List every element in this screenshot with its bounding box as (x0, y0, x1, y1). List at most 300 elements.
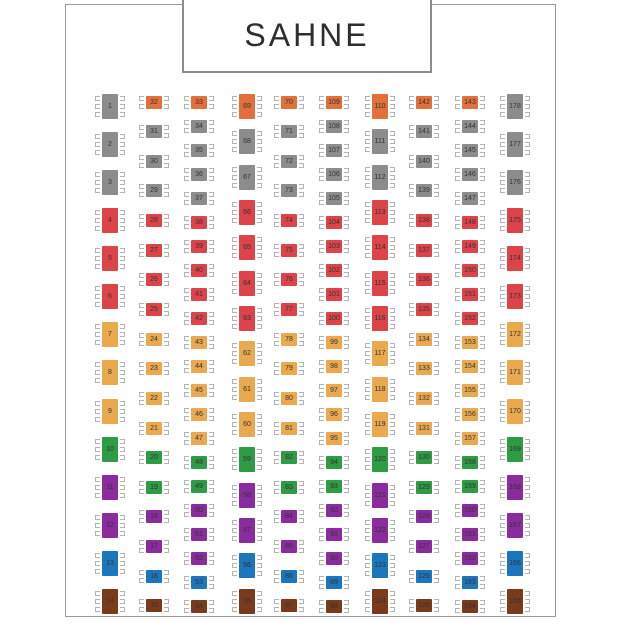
table-105[interactable]: 105 (326, 192, 342, 205)
table-83[interactable]: 83 (281, 481, 297, 494)
table-91[interactable]: 91 (326, 528, 342, 541)
table-139[interactable]: 139 (416, 184, 432, 197)
table-125[interactable]: 125 (416, 599, 432, 612)
table-65[interactable]: 65 (239, 235, 255, 260)
chair-icon (390, 289, 395, 294)
table-94[interactable]: 94 (326, 456, 342, 469)
table-156[interactable]: 156 (462, 408, 478, 421)
chair-icon (344, 296, 349, 301)
table-row (319, 454, 349, 470)
table-row (184, 526, 214, 542)
table-33[interactable]: 33 (191, 96, 207, 109)
table-71[interactable]: 71 (281, 125, 297, 138)
chair-icon (434, 459, 439, 464)
table-145[interactable]: 145 (462, 144, 478, 157)
chair-icon (455, 608, 460, 613)
table-15[interactable]: 15 (146, 599, 162, 612)
table-70[interactable]: 70 (281, 96, 297, 109)
chair-icon (299, 548, 304, 553)
table-128[interactable]: 128 (416, 510, 432, 523)
table-14[interactable]: 14 (102, 589, 118, 614)
table-79[interactable]: 79 (281, 362, 297, 375)
seat-stack (274, 183, 279, 199)
table-17[interactable]: 17 (146, 540, 162, 553)
table-57[interactable]: 57 (239, 518, 255, 543)
table-131[interactable]: 131 (416, 422, 432, 435)
table-row (184, 406, 214, 422)
table-173[interactable]: 173 (507, 284, 523, 309)
table-25[interactable]: 25 (146, 303, 162, 316)
table-111[interactable]: 111 (372, 129, 388, 154)
table-45[interactable]: 45 (191, 384, 207, 397)
seat-stack (257, 342, 262, 366)
chair-icon (500, 439, 505, 444)
seat-stack (232, 554, 237, 578)
table-87[interactable]: 87 (281, 599, 297, 612)
table-41[interactable]: 41 (191, 288, 207, 301)
seat-stack (209, 526, 214, 542)
chair-icon (120, 286, 125, 291)
seat-stack (95, 323, 100, 347)
table-3[interactable]: 3 (102, 170, 118, 195)
seat-stack (257, 413, 262, 437)
table-160[interactable]: 160 (462, 504, 478, 517)
table-18[interactable]: 18 (146, 510, 162, 523)
chair-icon (95, 362, 100, 367)
chair-icon (390, 555, 395, 560)
table-153[interactable]: 153 (462, 336, 478, 349)
table-55[interactable]: 55 (239, 589, 255, 614)
table-64[interactable]: 64 (239, 271, 255, 296)
table-138[interactable]: 138 (416, 214, 432, 227)
table-78[interactable]: 78 (281, 333, 297, 346)
table-130[interactable]: 130 (416, 451, 432, 464)
table-164[interactable]: 164 (462, 600, 478, 613)
seat-stack (480, 166, 485, 182)
table-166[interactable]: 166 (507, 551, 523, 576)
chair-icon (164, 400, 169, 405)
seat-stack (120, 475, 125, 499)
chair-icon (299, 311, 304, 316)
table-row (455, 118, 485, 134)
table-7[interactable]: 7 (102, 322, 118, 347)
seat-stack (455, 382, 460, 398)
table-row (319, 94, 349, 110)
table-119[interactable]: 119 (372, 412, 388, 437)
table-96[interactable]: 96 (326, 408, 342, 421)
table-50[interactable]: 50 (191, 504, 207, 517)
table-75[interactable]: 75 (281, 244, 297, 257)
chair-icon (120, 455, 125, 460)
table-150[interactable]: 150 (462, 264, 478, 277)
table-46[interactable]: 46 (191, 408, 207, 421)
chair-icon (434, 214, 439, 219)
seat-stack (344, 286, 349, 302)
seat-stack (390, 236, 395, 260)
seat-stack (139, 183, 144, 199)
chair-icon (139, 570, 144, 575)
table-117[interactable]: 117 (372, 341, 388, 366)
table-124[interactable]: 124 (372, 589, 388, 614)
seat-stack (232, 483, 237, 507)
table-95[interactable]: 95 (326, 432, 342, 445)
table-175[interactable]: 175 (507, 208, 523, 233)
table-36[interactable]: 36 (191, 168, 207, 181)
seat-stack (274, 242, 279, 258)
table-165[interactable]: 165 (507, 589, 523, 614)
table-66[interactable]: 66 (239, 200, 255, 225)
table-93[interactable]: 93 (326, 480, 342, 493)
table-146[interactable]: 146 (462, 168, 478, 181)
table-143[interactable]: 143 (462, 96, 478, 109)
table-16[interactable]: 16 (146, 570, 162, 583)
table-110[interactable]: 110 (372, 94, 388, 119)
table-144[interactable]: 144 (462, 120, 478, 133)
table-113[interactable]: 113 (372, 200, 388, 225)
table-99[interactable]: 99 (326, 336, 342, 349)
table-103[interactable]: 103 (326, 240, 342, 253)
table-row (455, 382, 485, 398)
chair-icon (500, 264, 505, 269)
table-80[interactable]: 80 (281, 392, 297, 405)
table-149[interactable]: 149 (462, 240, 478, 253)
table-4[interactable]: 4 (102, 208, 118, 233)
table-167[interactable]: 167 (507, 513, 523, 538)
chair-icon (409, 422, 414, 427)
chair-icon (434, 125, 439, 130)
chair-icon (455, 312, 460, 317)
chair-icon (500, 294, 505, 299)
table-44[interactable]: 44 (191, 360, 207, 373)
chair-icon (500, 409, 505, 414)
table-152[interactable]: 152 (462, 312, 478, 325)
chair-icon (257, 289, 262, 294)
table-35[interactable]: 35 (191, 144, 207, 157)
table-106[interactable]: 106 (326, 168, 342, 181)
table-76[interactable]: 76 (281, 273, 297, 286)
chair-icon (120, 188, 125, 193)
table-42[interactable]: 42 (191, 312, 207, 325)
seat-stack (434, 509, 439, 525)
table-148[interactable]: 148 (462, 216, 478, 229)
chair-icon (164, 244, 169, 249)
table-72[interactable]: 72 (281, 155, 297, 168)
seat-stack (257, 201, 262, 225)
table-140[interactable]: 140 (416, 155, 432, 168)
table-row (409, 598, 439, 614)
seat-stack (274, 94, 279, 110)
table-23[interactable]: 23 (146, 362, 162, 375)
chair-icon (164, 422, 169, 427)
table-26[interactable]: 26 (146, 273, 162, 286)
seat-stack (319, 478, 324, 494)
chair-icon (365, 359, 370, 364)
seat-stack (257, 165, 262, 189)
seat-stack (434, 420, 439, 436)
chair-icon (319, 584, 324, 589)
chair-icon (209, 560, 214, 565)
table-73[interactable]: 73 (281, 184, 297, 197)
table-108[interactable]: 108 (326, 120, 342, 133)
table-19[interactable]: 19 (146, 481, 162, 494)
table-6[interactable]: 6 (102, 284, 118, 309)
table-60[interactable]: 60 (239, 412, 255, 437)
table-132[interactable]: 132 (416, 392, 432, 405)
table-11[interactable]: 11 (102, 475, 118, 500)
chair-icon (120, 226, 125, 231)
table-127[interactable]: 127 (416, 540, 432, 553)
table-54[interactable]: 54 (191, 600, 207, 613)
table-98[interactable]: 98 (326, 360, 342, 373)
table-20[interactable]: 20 (146, 451, 162, 464)
seat-stack (525, 513, 530, 537)
table-136[interactable]: 136 (416, 273, 432, 286)
seat-stack (480, 358, 485, 374)
table-151[interactable]: 151 (462, 288, 478, 301)
table-56[interactable]: 56 (239, 553, 255, 578)
chair-icon (319, 320, 324, 325)
seat-stack (299, 509, 304, 525)
seat-stack (232, 448, 237, 472)
chair-icon (299, 222, 304, 227)
table-62[interactable]: 62 (239, 341, 255, 366)
table-22[interactable]: 22 (146, 392, 162, 405)
chair-icon (257, 237, 262, 242)
table-84[interactable]: 84 (281, 510, 297, 523)
chair-icon (480, 272, 485, 277)
table-row (319, 502, 349, 518)
table-101[interactable]: 101 (326, 288, 342, 301)
chair-icon (209, 104, 214, 109)
chair-icon (139, 540, 144, 545)
table-141[interactable]: 141 (416, 125, 432, 138)
table-163[interactable]: 163 (462, 576, 478, 589)
table-135[interactable]: 135 (416, 303, 432, 316)
table-48[interactable]: 48 (191, 456, 207, 469)
table-116[interactable]: 116 (372, 306, 388, 331)
table-177[interactable]: 177 (507, 132, 523, 157)
table-row (95, 284, 125, 309)
seat-stack (434, 331, 439, 347)
chair-icon (257, 563, 262, 568)
table-137[interactable]: 137 (416, 244, 432, 257)
table-176[interactable]: 176 (507, 170, 523, 195)
chair-icon (455, 128, 460, 133)
table-142[interactable]: 142 (416, 96, 432, 109)
table-172[interactable]: 172 (507, 322, 523, 347)
table-112[interactable]: 112 (372, 165, 388, 190)
table-89[interactable]: 89 (326, 576, 342, 589)
chair-icon (344, 608, 349, 613)
chair-icon (232, 555, 237, 560)
table-row (95, 132, 125, 157)
table-120[interactable]: 120 (372, 447, 388, 472)
table-row (455, 310, 485, 326)
chair-icon (409, 273, 414, 278)
table-53[interactable]: 53 (191, 576, 207, 589)
table-21[interactable]: 21 (146, 422, 162, 435)
table-157[interactable]: 157 (462, 432, 478, 445)
table-92[interactable]: 92 (326, 504, 342, 517)
table-115[interactable]: 115 (372, 271, 388, 296)
table-32[interactable]: 32 (146, 96, 162, 109)
chair-icon (500, 370, 505, 375)
seat-stack (274, 450, 279, 466)
seat-stack (365, 271, 370, 295)
table-88[interactable]: 88 (326, 600, 342, 613)
seat-stack (390, 130, 395, 154)
table-122[interactable]: 122 (372, 518, 388, 543)
chair-icon (209, 464, 214, 469)
table-85[interactable]: 85 (281, 540, 297, 553)
table-row (365, 553, 395, 578)
table-58[interactable]: 58 (239, 483, 255, 508)
table-10[interactable]: 10 (102, 437, 118, 462)
table-154[interactable]: 154 (462, 360, 478, 373)
seat-stack (139, 539, 144, 555)
table-47[interactable]: 47 (191, 432, 207, 445)
chair-icon (500, 477, 505, 482)
table-104[interactable]: 104 (326, 216, 342, 229)
table-69[interactable]: 69 (239, 94, 255, 119)
chair-icon (164, 392, 169, 397)
table-97[interactable]: 97 (326, 384, 342, 397)
seat-stack (274, 420, 279, 436)
table-8[interactable]: 8 (102, 360, 118, 385)
seat-stack (525, 323, 530, 347)
table-178[interactable]: 178 (507, 94, 523, 119)
seat-stack (500, 133, 505, 157)
table-100[interactable]: 100 (326, 312, 342, 325)
table-51[interactable]: 51 (191, 528, 207, 541)
chair-icon (319, 128, 324, 133)
table-61[interactable]: 61 (239, 377, 255, 402)
table-162[interactable]: 162 (462, 552, 478, 565)
table-159[interactable]: 159 (462, 480, 478, 493)
table-12[interactable]: 12 (102, 513, 118, 538)
chair-icon (344, 120, 349, 125)
table-39[interactable]: 39 (191, 240, 207, 253)
table-40[interactable]: 40 (191, 264, 207, 277)
table-86[interactable]: 86 (281, 570, 297, 583)
table-43[interactable]: 43 (191, 336, 207, 349)
table-34[interactable]: 34 (191, 120, 207, 133)
table-171[interactable]: 171 (507, 360, 523, 385)
chair-icon (120, 210, 125, 215)
seat-stack (525, 437, 530, 461)
chair-icon (365, 183, 370, 188)
chair-icon (344, 408, 349, 413)
chair-icon (319, 432, 324, 437)
table-134[interactable]: 134 (416, 333, 432, 346)
table-30[interactable]: 30 (146, 155, 162, 168)
table-114[interactable]: 114 (372, 235, 388, 260)
table-133[interactable]: 133 (416, 362, 432, 375)
table-118[interactable]: 118 (372, 377, 388, 402)
table-81[interactable]: 81 (281, 422, 297, 435)
table-row (500, 589, 530, 614)
table-38[interactable]: 38 (191, 216, 207, 229)
seat-stack (319, 310, 324, 326)
column-1 (95, 94, 125, 614)
table-169[interactable]: 169 (507, 437, 523, 462)
table-161[interactable]: 161 (462, 528, 478, 541)
table-9[interactable]: 9 (102, 399, 118, 424)
table-155[interactable]: 155 (462, 384, 478, 397)
table-158[interactable]: 158 (462, 456, 478, 469)
table-52[interactable]: 52 (191, 552, 207, 565)
chair-icon (274, 451, 279, 456)
table-29[interactable]: 29 (146, 184, 162, 197)
seat-stack (390, 413, 395, 437)
seat-stack (409, 272, 414, 288)
table-82[interactable]: 82 (281, 451, 297, 464)
table-27[interactable]: 27 (146, 244, 162, 257)
chair-icon (365, 528, 370, 533)
table-107[interactable]: 107 (326, 144, 342, 157)
table-129[interactable]: 129 (416, 481, 432, 494)
chair-icon (365, 202, 370, 207)
chair-icon (365, 167, 370, 172)
table-102[interactable]: 102 (326, 264, 342, 277)
table-77[interactable]: 77 (281, 303, 297, 316)
table-13[interactable]: 13 (102, 551, 118, 576)
table-126[interactable]: 126 (416, 570, 432, 583)
seat-stack (525, 247, 530, 271)
chair-icon (480, 152, 485, 157)
table-28[interactable]: 28 (146, 214, 162, 227)
table-49[interactable]: 49 (191, 480, 207, 493)
table-1[interactable]: 1 (102, 94, 118, 119)
table-109[interactable]: 109 (326, 96, 342, 109)
chair-icon (257, 351, 262, 356)
chair-icon (409, 599, 414, 604)
chair-icon (500, 150, 505, 155)
table-121[interactable]: 121 (372, 483, 388, 508)
seat-stack (209, 406, 214, 422)
table-63[interactable]: 63 (239, 306, 255, 331)
seat-stack (480, 118, 485, 134)
chair-icon (209, 120, 214, 125)
seat-stack (344, 166, 349, 182)
table-2[interactable]: 2 (102, 132, 118, 157)
table-67[interactable]: 67 (239, 165, 255, 190)
chair-icon (257, 528, 262, 533)
chair-icon (344, 584, 349, 589)
chair-icon (164, 518, 169, 523)
table-31[interactable]: 31 (146, 125, 162, 138)
table-24[interactable]: 24 (146, 333, 162, 346)
chair-icon (232, 139, 237, 144)
seat-stack (164, 124, 169, 140)
table-147[interactable]: 147 (462, 192, 478, 205)
seat-stack (409, 94, 414, 110)
table-59[interactable]: 59 (239, 447, 255, 472)
table-174[interactable]: 174 (507, 246, 523, 271)
table-74[interactable]: 74 (281, 214, 297, 227)
table-5[interactable]: 5 (102, 246, 118, 271)
seat-stack (209, 214, 214, 230)
table-170[interactable]: 170 (507, 399, 523, 424)
table-37[interactable]: 37 (191, 192, 207, 205)
chair-icon (480, 600, 485, 605)
table-123[interactable]: 123 (372, 553, 388, 578)
table-90[interactable]: 90 (326, 552, 342, 565)
table-68[interactable]: 68 (239, 129, 255, 154)
chair-icon (299, 155, 304, 160)
table-168[interactable]: 168 (507, 475, 523, 500)
seat-stack (139, 479, 144, 495)
